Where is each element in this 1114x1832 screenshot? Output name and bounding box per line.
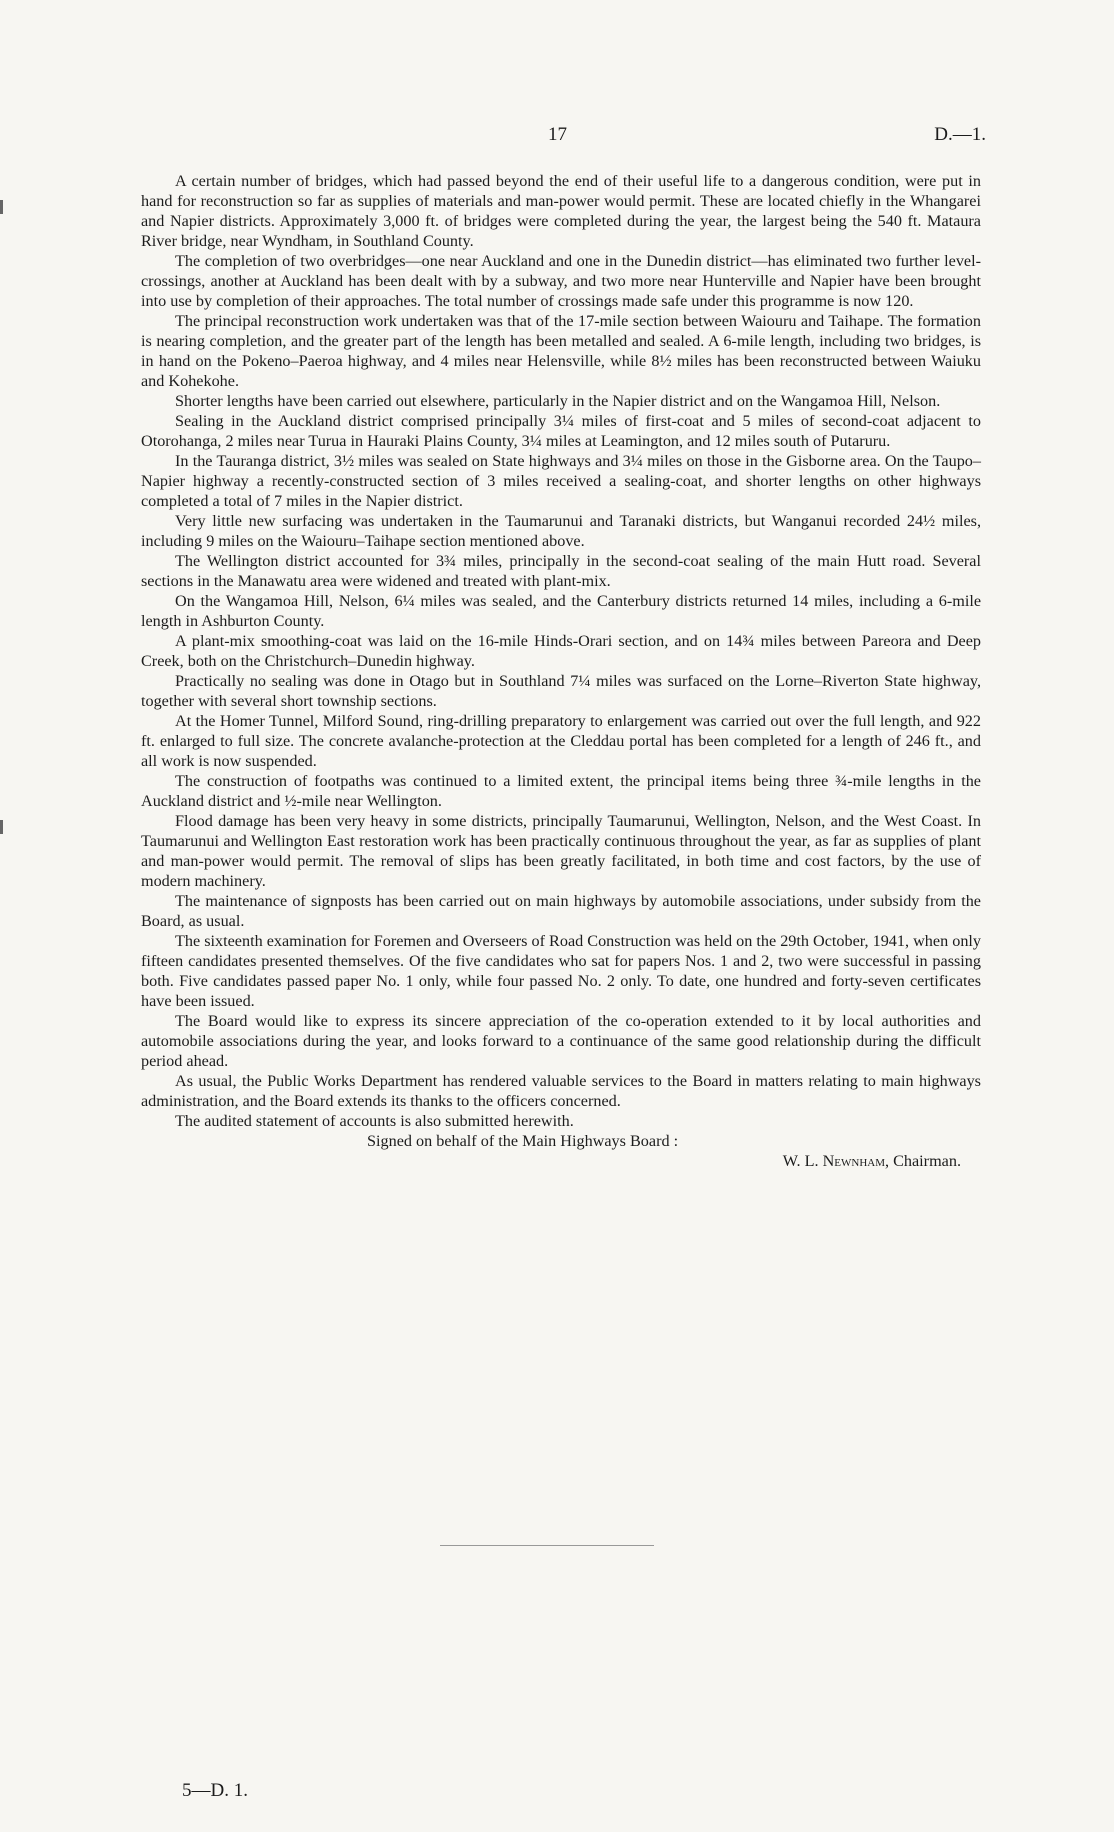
paragraph-footpaths: The construction of footpaths was continued to a limited extent, the principal items being three ¾-mile lengths in the Auckland district and ½-mile near Wellington. [141,772,981,810]
paragraph-examination: The sixteenth examination for Foremen and Overseers of Road Construction was held on the 29th October, 1941, when only fifteen candidates presented themselves. Of the five candidates who sat for papers Nos. 1 and 2, two were successful in passing both. Five candidates passed paper No. 1 only, while four passed No. 2 only. To date, one hundred and forty-seven certificates have been issued. [141,932,981,1010]
paragraph-nelson: On the Wangamoa Hill, Nelson, 6¼ miles was sealed, and the Canterbury districts returned 14 miles, including a 6-mile length in Ashburton County. [141,592,981,630]
paragraph-overbridges: The completion of two overbridges—one near Auckland and one in the Dunedin district—has eliminated two further level-crossings, another at Auckland has been dealt with by a subway, and two more near Hunterville and Napier have been brought into use by completion of their approaches. The total number of crossings made safe under this programme is now 120. [141,252,981,310]
paragraph-southland: Practically no sealing was done in Otago but in Southland 7¼ miles was surfaced on the Lorne–Riverton State highway, together with several short township sections. [141,672,981,710]
paragraph-public-works: As usual, the Public Works Department has rendered valuable services to the Board in matters relating to main highways administration, and the Board extends its thanks to the officers concerned. [141,1072,981,1110]
paragraph-wellington: The Wellington district accounted for 3¾ miles, principally in the second-coat sealing of the main Hutt road. Several sections in the Manawatu area were widened and treated with plant-mix. [141,552,981,590]
report-body [141,171,981,1171]
signed-line: Signed on behalf of the Main Highways Board : [367,1132,679,1150]
document-reference: D.—1. [934,124,986,145]
margin-mark [0,820,3,834]
paragraph-signposts: The maintenance of signposts has been carried out on main highways by automobile associations, under subsidy from the Board, as usual. [141,892,981,930]
paragraph-bridges: A certain number of bridges, which had passed beyond the end of their useful life to a dangerous condition, were put in hand for reconstruction so far as supplies of materials and man-power would permit. These are located chiefly in the Whangarei and Napier districts. Approximately 3,000 ft. of bridges were completed during the year, the largest being the 540 ft. Mataura River bridge, near Wyndham, in Southland County. [141,172,981,250]
paragraph-reconstruction: The principal reconstruction work undertaken was that of the 17-mile section between Waiouru and Taihape. The formation is nearing completion, and the greater part of the length has been metalled and sealed. A 6-mile length, including two bridges, is in hand on the Pokeno–Paeroa highway, and 4 miles near Helensville, while 8½ miles has been reconstructed between Waiuku and Kohekohe. [141,312,981,390]
paragraph-shorter-lengths: Shorter lengths have been carried out elsewhere, particularly in the Napier district and on the Wangamoa Hill, Nelson. [175,392,941,410]
paragraph-homer-tunnel: At the Homer Tunnel, Milford Sound, ring-drilling preparatory to enlargement was carried out over the full length, and 922 ft. enlarged to full size. The concrete avalanche-protection at the Cleddau portal has been completed for a length of 246 ft., and all work is now suspended. [141,712,981,770]
page-footer: 5—D. 1. [182,1780,248,1801]
paragraph-tauranga: In the Tauranga district, 3½ miles was sealed on State highways and 3¼ miles on those in the Gisborne area. On the Taupo–Napier highway a recently-constructed section of 3 miles received a sealing-coat, and shorter lengths on other highways completed a total of 7 miles in the Napier district. [141,452,981,510]
margin-mark [0,200,3,214]
divider-rule [440,1545,654,1546]
paragraph-auckland-sealing: Sealing in the Auckland district comprised principally 3¼ miles of first-coat and 5 miles of second-coat adjacent to Otorohanga, 2 miles near Turua in Hauraki Plains County, 3¼ miles at Leamington, and 12 miles south of Putaruru. [141,412,981,450]
signatory-title: Chairman. [893,1152,961,1170]
page-header [0,124,1114,148]
paragraph-appreciation: The Board would like to express its sincere appreciation of the co-operation extended to it by local authorities and automobile associations during the year, and looks forward to a continuance of the same good relationship during the difficult period ahead. [141,1012,981,1070]
paragraph-surfacing: Very little new surfacing was undertaken in the Taumarunui and Taranaki districts, but Wanganui recorded 24½ miles, including 9 miles on the Waiouru–Taihape section mentioned above. [141,512,981,550]
signatory [141,1151,981,1171]
paragraph-plant-mix: A plant-mix smoothing-coat was laid on the 16-mile Hinds-Orari section, and on 14¾ miles between Pareora and Deep Creek, both on the Christchurch–Dunedin highway. [141,632,981,670]
signatory-name: W. L. Newnham, [782,1152,890,1170]
page-number: 17 [548,124,567,145]
paragraph-accounts: The audited statement of accounts is also submitted herewith. [175,1112,574,1130]
paragraph-flood-damage: Flood damage has been very heavy in some districts, principally Taumarunui, Wellington, Nelson, and the West Coast. In Taumarunui and Wellington East restoration work has been practically continuous throughout the year, as far as supplies of plant and man-power would permit. The removal of slips has been greatly facilitated, in both time and cost factors, by the use of modern machinery. [141,812,981,890]
